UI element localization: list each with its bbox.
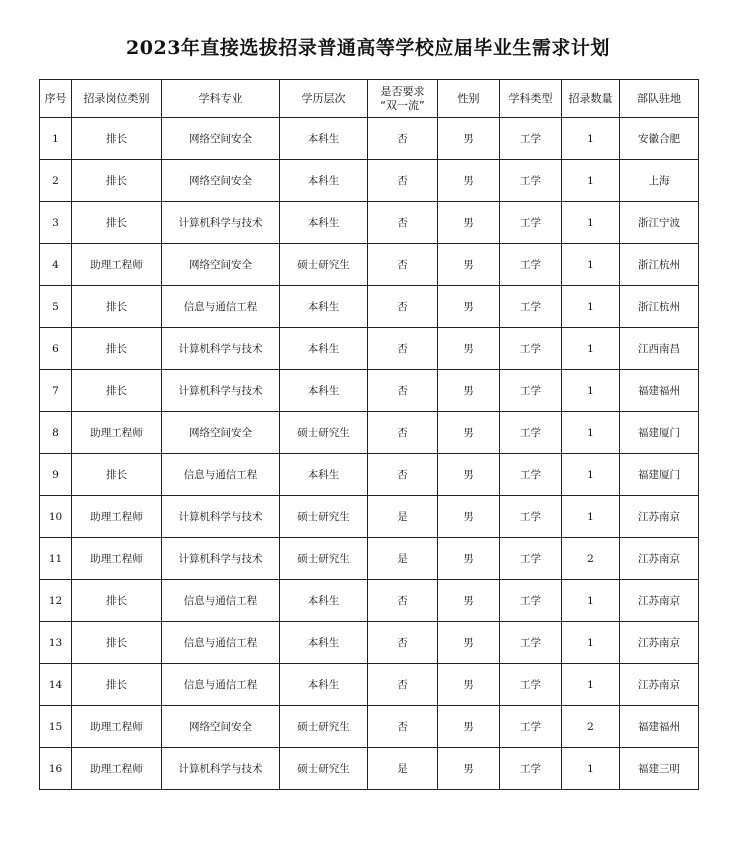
cell-location: 江苏南京 bbox=[620, 538, 699, 580]
cell-seq: 7 bbox=[40, 370, 72, 412]
cell-count: 1 bbox=[562, 496, 620, 538]
table-row bbox=[40, 664, 699, 706]
cell-degree: 硕士研究生 bbox=[280, 538, 368, 580]
header-row bbox=[40, 80, 699, 118]
cell-gender: 男 bbox=[438, 706, 500, 748]
cell-double-first-class: 否 bbox=[368, 244, 438, 286]
cell-count: 1 bbox=[562, 244, 620, 286]
cell-post: 排长 bbox=[72, 622, 162, 664]
cell-major: 计算机科学与技术 bbox=[162, 370, 280, 412]
cell-location: 江苏南京 bbox=[620, 496, 699, 538]
header-post: 招录岗位类别 bbox=[72, 80, 162, 118]
cell-gender: 男 bbox=[438, 748, 500, 790]
table-row bbox=[40, 496, 699, 538]
cell-post: 排长 bbox=[72, 328, 162, 370]
header-location: 部队驻地 bbox=[620, 80, 699, 118]
cell-double-first-class: 否 bbox=[368, 664, 438, 706]
cell-degree: 硕士研究生 bbox=[280, 748, 368, 790]
cell-count: 1 bbox=[562, 748, 620, 790]
header-major: 学科专业 bbox=[162, 80, 280, 118]
table-row bbox=[40, 706, 699, 748]
cell-double-first-class: 否 bbox=[368, 202, 438, 244]
header-double-line2: “双一流” bbox=[380, 98, 425, 112]
cell-category: 工学 bbox=[500, 328, 562, 370]
header-double-first-class bbox=[368, 80, 438, 118]
table-row bbox=[40, 622, 699, 664]
cell-count: 2 bbox=[562, 706, 620, 748]
cell-location: 福建三明 bbox=[620, 748, 699, 790]
cell-category: 工学 bbox=[500, 202, 562, 244]
cell-category: 工学 bbox=[500, 538, 562, 580]
table-row bbox=[40, 160, 699, 202]
table-row bbox=[40, 412, 699, 454]
cell-degree: 本科生 bbox=[280, 202, 368, 244]
cell-category: 工学 bbox=[500, 370, 562, 412]
cell-count: 1 bbox=[562, 622, 620, 664]
cell-count: 1 bbox=[562, 580, 620, 622]
cell-major: 计算机科学与技术 bbox=[162, 328, 280, 370]
cell-major: 信息与通信工程 bbox=[162, 580, 280, 622]
table-row bbox=[40, 244, 699, 286]
cell-post: 排长 bbox=[72, 454, 162, 496]
cell-location: 江苏南京 bbox=[620, 664, 699, 706]
document-title: 2023年直接选拔招录普通高等学校应届毕业生需求计划 bbox=[126, 37, 610, 59]
cell-seq: 6 bbox=[40, 328, 72, 370]
cell-gender: 男 bbox=[438, 328, 500, 370]
table-row bbox=[40, 202, 699, 244]
header-seq: 序号 bbox=[40, 80, 72, 118]
cell-double-first-class: 否 bbox=[368, 454, 438, 496]
cell-location: 上海 bbox=[620, 160, 699, 202]
cell-gender: 男 bbox=[438, 244, 500, 286]
cell-count: 1 bbox=[562, 454, 620, 496]
table-row bbox=[40, 580, 699, 622]
cell-location: 江西南昌 bbox=[620, 328, 699, 370]
cell-seq: 15 bbox=[40, 706, 72, 748]
cell-post: 助理工程师 bbox=[72, 412, 162, 454]
cell-degree: 本科生 bbox=[280, 622, 368, 664]
cell-count: 2 bbox=[562, 538, 620, 580]
cell-category: 工学 bbox=[500, 580, 562, 622]
cell-gender: 男 bbox=[438, 538, 500, 580]
cell-count: 1 bbox=[562, 328, 620, 370]
header-double-line1: 是否要求 bbox=[380, 84, 425, 98]
cell-post: 助理工程师 bbox=[72, 496, 162, 538]
cell-count: 1 bbox=[562, 412, 620, 454]
cell-post: 排长 bbox=[72, 202, 162, 244]
cell-degree: 硕士研究生 bbox=[280, 496, 368, 538]
table-row bbox=[40, 286, 699, 328]
cell-gender: 男 bbox=[438, 412, 500, 454]
cell-count: 1 bbox=[562, 118, 620, 160]
table-row bbox=[40, 370, 699, 412]
cell-double-first-class: 否 bbox=[368, 328, 438, 370]
cell-post: 排长 bbox=[72, 580, 162, 622]
cell-category: 工学 bbox=[500, 412, 562, 454]
cell-double-first-class: 否 bbox=[368, 580, 438, 622]
cell-seq: 2 bbox=[40, 160, 72, 202]
cell-location: 福建福州 bbox=[620, 706, 699, 748]
cell-category: 工学 bbox=[500, 664, 562, 706]
cell-count: 1 bbox=[562, 286, 620, 328]
cell-gender: 男 bbox=[438, 622, 500, 664]
cell-double-first-class: 是 bbox=[368, 496, 438, 538]
cell-gender: 男 bbox=[438, 202, 500, 244]
cell-count: 1 bbox=[562, 664, 620, 706]
cell-post: 助理工程师 bbox=[72, 748, 162, 790]
cell-major: 网络空间安全 bbox=[162, 412, 280, 454]
cell-post: 助理工程师 bbox=[72, 706, 162, 748]
table-header bbox=[40, 80, 699, 118]
cell-location: 福建福州 bbox=[620, 370, 699, 412]
header-count: 招录数量 bbox=[562, 80, 620, 118]
table-body bbox=[40, 118, 699, 790]
cell-seq: 16 bbox=[40, 748, 72, 790]
table-row bbox=[40, 748, 699, 790]
cell-degree: 硕士研究生 bbox=[280, 706, 368, 748]
cell-post: 排长 bbox=[72, 118, 162, 160]
cell-category: 工学 bbox=[500, 118, 562, 160]
cell-location: 浙江宁波 bbox=[620, 202, 699, 244]
cell-seq: 8 bbox=[40, 412, 72, 454]
cell-major: 网络空间安全 bbox=[162, 706, 280, 748]
cell-major: 计算机科学与技术 bbox=[162, 496, 280, 538]
cell-major: 网络空间安全 bbox=[162, 160, 280, 202]
header-degree: 学历层次 bbox=[280, 80, 368, 118]
cell-major: 网络空间安全 bbox=[162, 244, 280, 286]
cell-double-first-class: 否 bbox=[368, 370, 438, 412]
cell-gender: 男 bbox=[438, 496, 500, 538]
cell-gender: 男 bbox=[438, 160, 500, 202]
cell-seq: 3 bbox=[40, 202, 72, 244]
cell-degree: 本科生 bbox=[280, 454, 368, 496]
cell-category: 工学 bbox=[500, 496, 562, 538]
cell-major: 计算机科学与技术 bbox=[162, 748, 280, 790]
cell-category: 工学 bbox=[500, 160, 562, 202]
cell-degree: 硕士研究生 bbox=[280, 412, 368, 454]
cell-category: 工学 bbox=[500, 244, 562, 286]
cell-category: 工学 bbox=[500, 748, 562, 790]
cell-category: 工学 bbox=[500, 706, 562, 748]
cell-location: 浙江杭州 bbox=[620, 286, 699, 328]
cell-double-first-class: 否 bbox=[368, 412, 438, 454]
cell-seq: 5 bbox=[40, 286, 72, 328]
cell-seq: 4 bbox=[40, 244, 72, 286]
cell-post: 助理工程师 bbox=[72, 538, 162, 580]
cell-double-first-class: 否 bbox=[368, 706, 438, 748]
cell-double-first-class: 是 bbox=[368, 748, 438, 790]
cell-category: 工学 bbox=[500, 286, 562, 328]
table-row bbox=[40, 454, 699, 496]
cell-major: 计算机科学与技术 bbox=[162, 538, 280, 580]
cell-location: 福建厦门 bbox=[620, 412, 699, 454]
table-row bbox=[40, 538, 699, 580]
cell-double-first-class: 是 bbox=[368, 538, 438, 580]
cell-double-first-class: 否 bbox=[368, 160, 438, 202]
cell-location: 江苏南京 bbox=[620, 580, 699, 622]
cell-gender: 男 bbox=[438, 664, 500, 706]
cell-major: 信息与通信工程 bbox=[162, 664, 280, 706]
cell-gender: 男 bbox=[438, 580, 500, 622]
cell-degree: 本科生 bbox=[280, 370, 368, 412]
cell-seq: 10 bbox=[40, 496, 72, 538]
cell-count: 1 bbox=[562, 160, 620, 202]
cell-major: 信息与通信工程 bbox=[162, 454, 280, 496]
cell-location: 江苏南京 bbox=[620, 622, 699, 664]
cell-post: 排长 bbox=[72, 370, 162, 412]
table-row bbox=[40, 328, 699, 370]
cell-double-first-class: 否 bbox=[368, 286, 438, 328]
header-category: 学科类型 bbox=[500, 80, 562, 118]
cell-category: 工学 bbox=[500, 454, 562, 496]
cell-degree: 本科生 bbox=[280, 286, 368, 328]
header-gender: 性别 bbox=[438, 80, 500, 118]
cell-gender: 男 bbox=[438, 118, 500, 160]
table-row bbox=[40, 118, 699, 160]
cell-count: 1 bbox=[562, 202, 620, 244]
cell-major: 信息与通信工程 bbox=[162, 622, 280, 664]
cell-seq: 12 bbox=[40, 580, 72, 622]
cell-degree: 本科生 bbox=[280, 160, 368, 202]
cell-post: 排长 bbox=[72, 286, 162, 328]
cell-category: 工学 bbox=[500, 622, 562, 664]
cell-major: 信息与通信工程 bbox=[162, 286, 280, 328]
cell-gender: 男 bbox=[438, 286, 500, 328]
cell-location: 安徽合肥 bbox=[620, 118, 699, 160]
cell-degree: 本科生 bbox=[280, 328, 368, 370]
cell-post: 助理工程师 bbox=[72, 244, 162, 286]
recruitment-plan-table bbox=[39, 79, 699, 790]
cell-seq: 1 bbox=[40, 118, 72, 160]
cell-double-first-class: 否 bbox=[368, 118, 438, 160]
cell-seq: 13 bbox=[40, 622, 72, 664]
cell-post: 排长 bbox=[72, 160, 162, 202]
cell-degree: 本科生 bbox=[280, 580, 368, 622]
cell-gender: 男 bbox=[438, 370, 500, 412]
cell-seq: 14 bbox=[40, 664, 72, 706]
cell-gender: 男 bbox=[438, 454, 500, 496]
cell-seq: 9 bbox=[40, 454, 72, 496]
cell-seq: 11 bbox=[40, 538, 72, 580]
cell-location: 浙江杭州 bbox=[620, 244, 699, 286]
cell-degree: 本科生 bbox=[280, 664, 368, 706]
cell-degree: 硕士研究生 bbox=[280, 244, 368, 286]
cell-double-first-class: 否 bbox=[368, 622, 438, 664]
cell-major: 计算机科学与技术 bbox=[162, 202, 280, 244]
cell-location: 福建厦门 bbox=[620, 454, 699, 496]
cell-major: 网络空间安全 bbox=[162, 118, 280, 160]
cell-degree: 本科生 bbox=[280, 118, 368, 160]
cell-count: 1 bbox=[562, 370, 620, 412]
cell-post: 排长 bbox=[72, 664, 162, 706]
